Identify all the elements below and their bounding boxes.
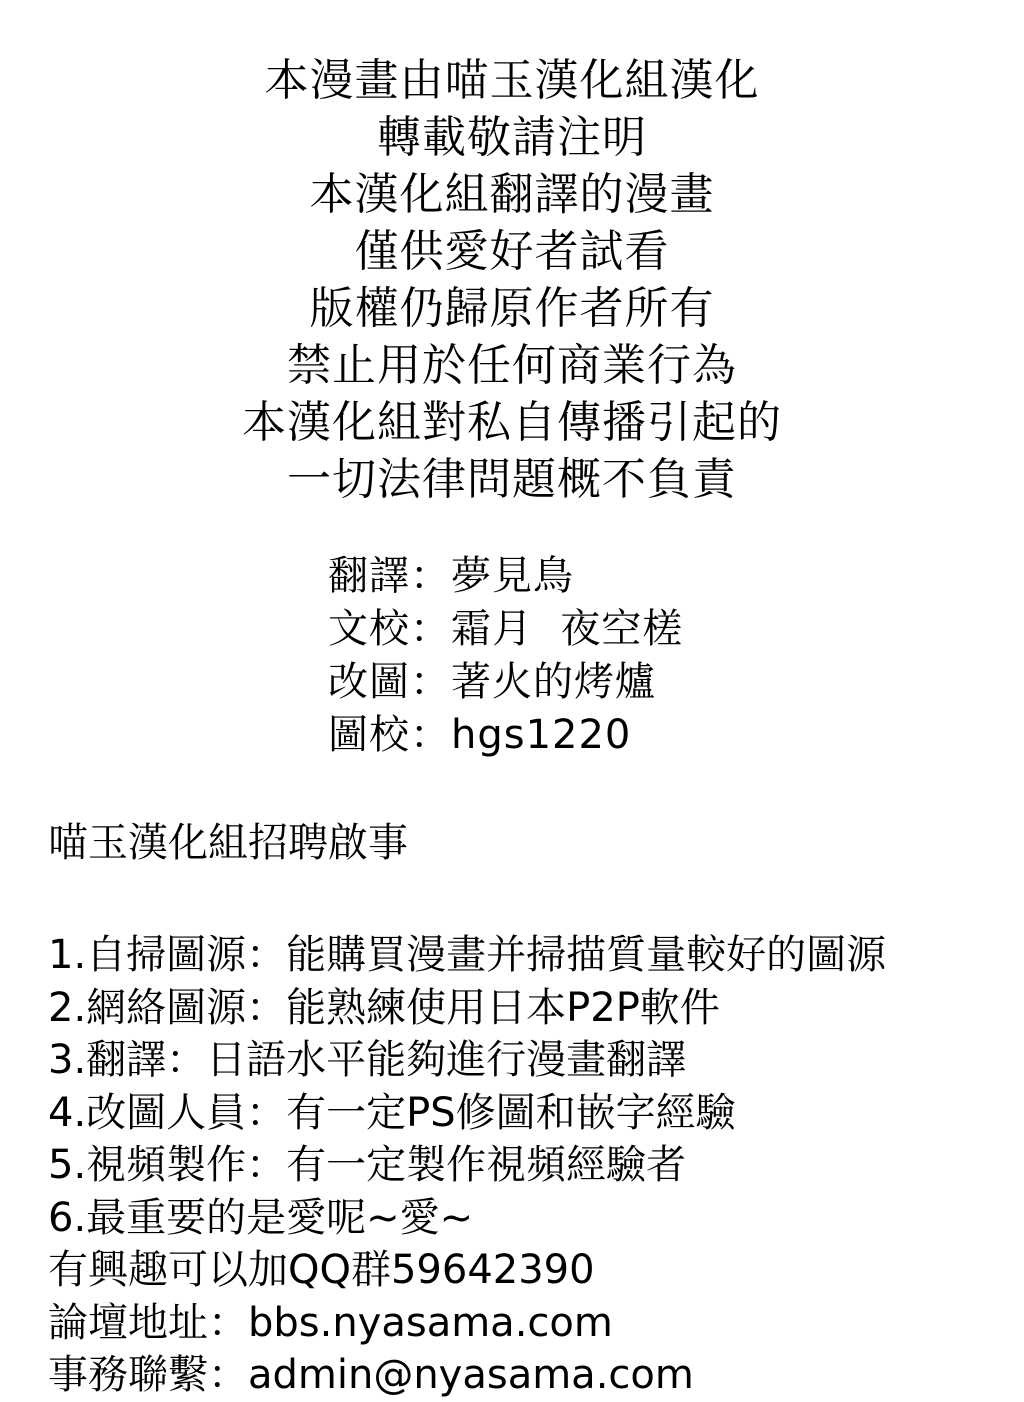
- credit-row-translation: [328, 550, 683, 603]
- credit-value: 夢見鳥: [451, 553, 574, 599]
- contact-email: 事務聯繫：admin@nyasama.com: [48, 1352, 694, 1398]
- notice-line: 版權仍歸原作者所有: [309, 283, 715, 334]
- list-item: 6.最重要的是愛呢~愛~: [48, 1194, 474, 1241]
- recruitment-notice: [48, 815, 886, 1402]
- credit-value: 霜月 夜空槎: [451, 606, 684, 652]
- credit-label: 翻譯：: [328, 553, 451, 599]
- credit-row-editing: [328, 656, 683, 709]
- list-item: 4.改圖人員：有一定PS修圖和嵌字經驗: [48, 1089, 736, 1136]
- notice-line: 轉載敬請注明: [377, 112, 647, 163]
- credit-value: 著火的烤爐: [451, 659, 656, 705]
- notice-line: 本漢化組對私自傳播引起的: [242, 397, 782, 448]
- credit-label: 改圖：: [328, 659, 451, 705]
- staff-credits: [328, 550, 683, 762]
- list-item: 2.網絡圖源：能熟練使用日本P2P軟件: [48, 984, 720, 1031]
- notice-line: 本漫畫由喵玉漢化組漢化: [264, 55, 760, 106]
- notice-line: 本漢化組翻譯的漫畫: [309, 169, 715, 220]
- notice-line: 禁止用於任何商業行為: [287, 340, 737, 391]
- list-item: 3.翻譯：日語水平能夠進行漫畫翻譯: [48, 1037, 687, 1083]
- notice-line: 僅供愛好者試看: [354, 226, 670, 277]
- list-item: 1.自掃圖源：能購買漫畫并掃描質量較好的圖源: [48, 932, 887, 978]
- credit-row-image-check: [328, 709, 683, 762]
- list-item: 有興趣可以加QQ群59642390: [48, 1247, 595, 1293]
- recruitment-title: 喵玉漢化組招聘啟事: [48, 820, 408, 866]
- notice-line: 一切法律問題概不負責: [287, 454, 737, 505]
- credit-row-proofreading: [328, 603, 683, 656]
- credit-value: hgs1220: [451, 712, 632, 758]
- copyright-notice: [0, 52, 1024, 508]
- forum-address: 論壇地址：bbs.nyasama.com: [48, 1299, 613, 1346]
- credit-label: 圖校：: [328, 712, 451, 758]
- credit-label: 文校：: [328, 606, 451, 652]
- recruitment-list: [48, 929, 886, 1402]
- list-item: 5.視頻製作：有一定製作視頻經驗者: [48, 1142, 687, 1188]
